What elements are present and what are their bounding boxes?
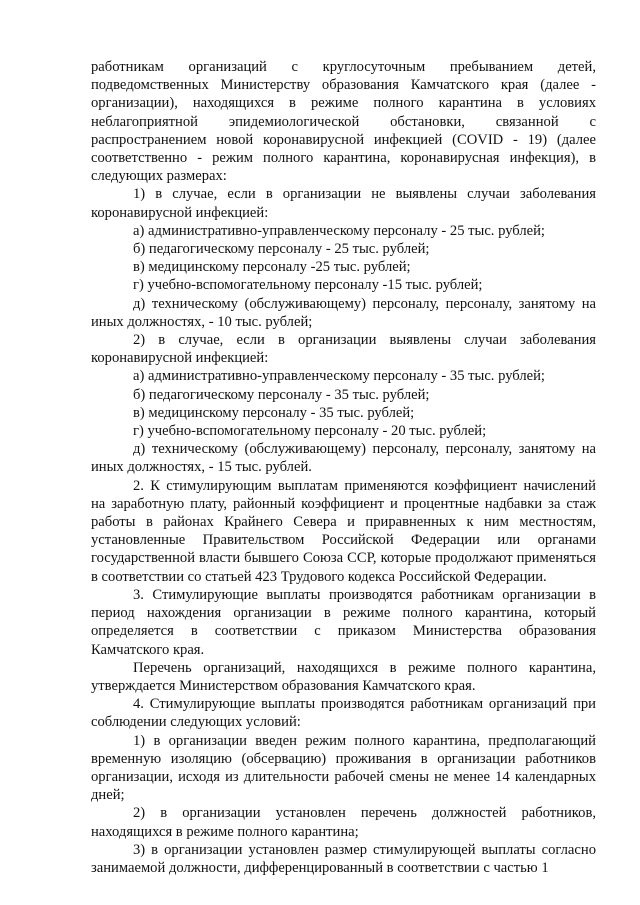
paragraph-condition-2: 2) в организации установлен перечень должностей работников, находящихся в режиме полного карантина;	[91, 805, 596, 840]
paragraph-case-2-b: б) педагогическому персоналу - 35 тыс. рублей;	[133, 386, 430, 403]
document-body	[91, 58, 596, 877]
paragraph-case-2: 2) в случае, если в организации выявлены случаи заболевания коронавирусной инфекцией:	[91, 332, 596, 367]
paragraph-case-2-d: г) учебно-вспомогательному персоналу - 20 тыс. рублей;	[133, 423, 487, 440]
paragraph-section-3: 3. Стимулирующие выплаты производятся работникам организации в период нахождения организации в режиме полного карантина, который определяется в соответствии с приказом Министерства образования Камчатского края.	[91, 586, 596, 658]
paragraph-condition-1: 1) в организации введен режим полного карантина, предполагающий временную изоляцию (обсервацию) проживания в организации работников организации, исходя из длительности рабочей смены не менее 14 календарных дней;	[91, 732, 596, 804]
paragraph-case-1-a: а) административно-управленческому персоналу - 25 тыс. рублей;	[133, 222, 545, 239]
paragraph-condition-3: 3) в организации установлен размер стимулирующей выплаты согласно занимаемой должности, дифференцированный в соответствии с частью 1	[91, 841, 596, 876]
paragraph-case-2-c: в) медицинскому персоналу - 35 тыс. рублей;	[133, 404, 415, 421]
paragraph-case-1-e: д) техническому (обслуживающему) персоналу, персоналу, занятому на иных должностях, - 10 тыс. рублей;	[91, 295, 596, 330]
paragraph-section-4: 4. Стимулирующие выплаты производятся работникам организаций при соблюдении следующих условий:	[91, 696, 596, 731]
paragraph-case-1: 1) в случае, если в организации не выявлены случаи заболевания коронавирусной инфекцией:	[91, 186, 596, 221]
paragraph-intro: работникам организаций с круглосуточным пребыванием детей, подведомственных Министерству образования Камчатского края (далее - организации), находящихся в режиме полного карантина в условиях неблагоприятной эпидемиологической обстановки, связанной с распространением новой коронавирусной инфекцией (COVID - 19) (далее соответственно - режим полного карантина, коронавирусная инфекция), в следующих размерах:	[91, 59, 596, 185]
paragraph-case-1-c: в) медицинскому персоналу -25 тыс. рублей;	[133, 259, 411, 276]
paragraph-case-2-e: д) техническому (обслуживающему) персоналу, персоналу, занятому на иных должностях, - 15 тыс. рублей.	[91, 441, 596, 476]
paragraph-case-1-b: б) педагогическому персоналу - 25 тыс. рублей;	[133, 241, 430, 258]
paragraph-section-2: 2. К стимулирующим выплатам применяются коэффициент начислений на заработную плату, районный коэффициент и процентные надбавки за стаж работы в районах Крайнего Севера и приравненных к ним местностям, установленные Правительством Российской Федерации или органами государственной власти бывшего Союза ССР, которые продолжают применяться в соответствии со статьей 423 Трудового кодекса Российской Федерации.	[91, 477, 596, 585]
paragraph-case-2-a: а) административно-управленческому персоналу - 35 тыс. рублей;	[133, 368, 545, 385]
paragraph-case-1-d: г) учебно-вспомогательному персоналу -15 тыс. рублей;	[133, 277, 483, 294]
paragraph-list-approval: Перечень организаций, находящихся в режиме полного карантина, утверждается Министерством образования Камчатского края.	[91, 659, 596, 694]
